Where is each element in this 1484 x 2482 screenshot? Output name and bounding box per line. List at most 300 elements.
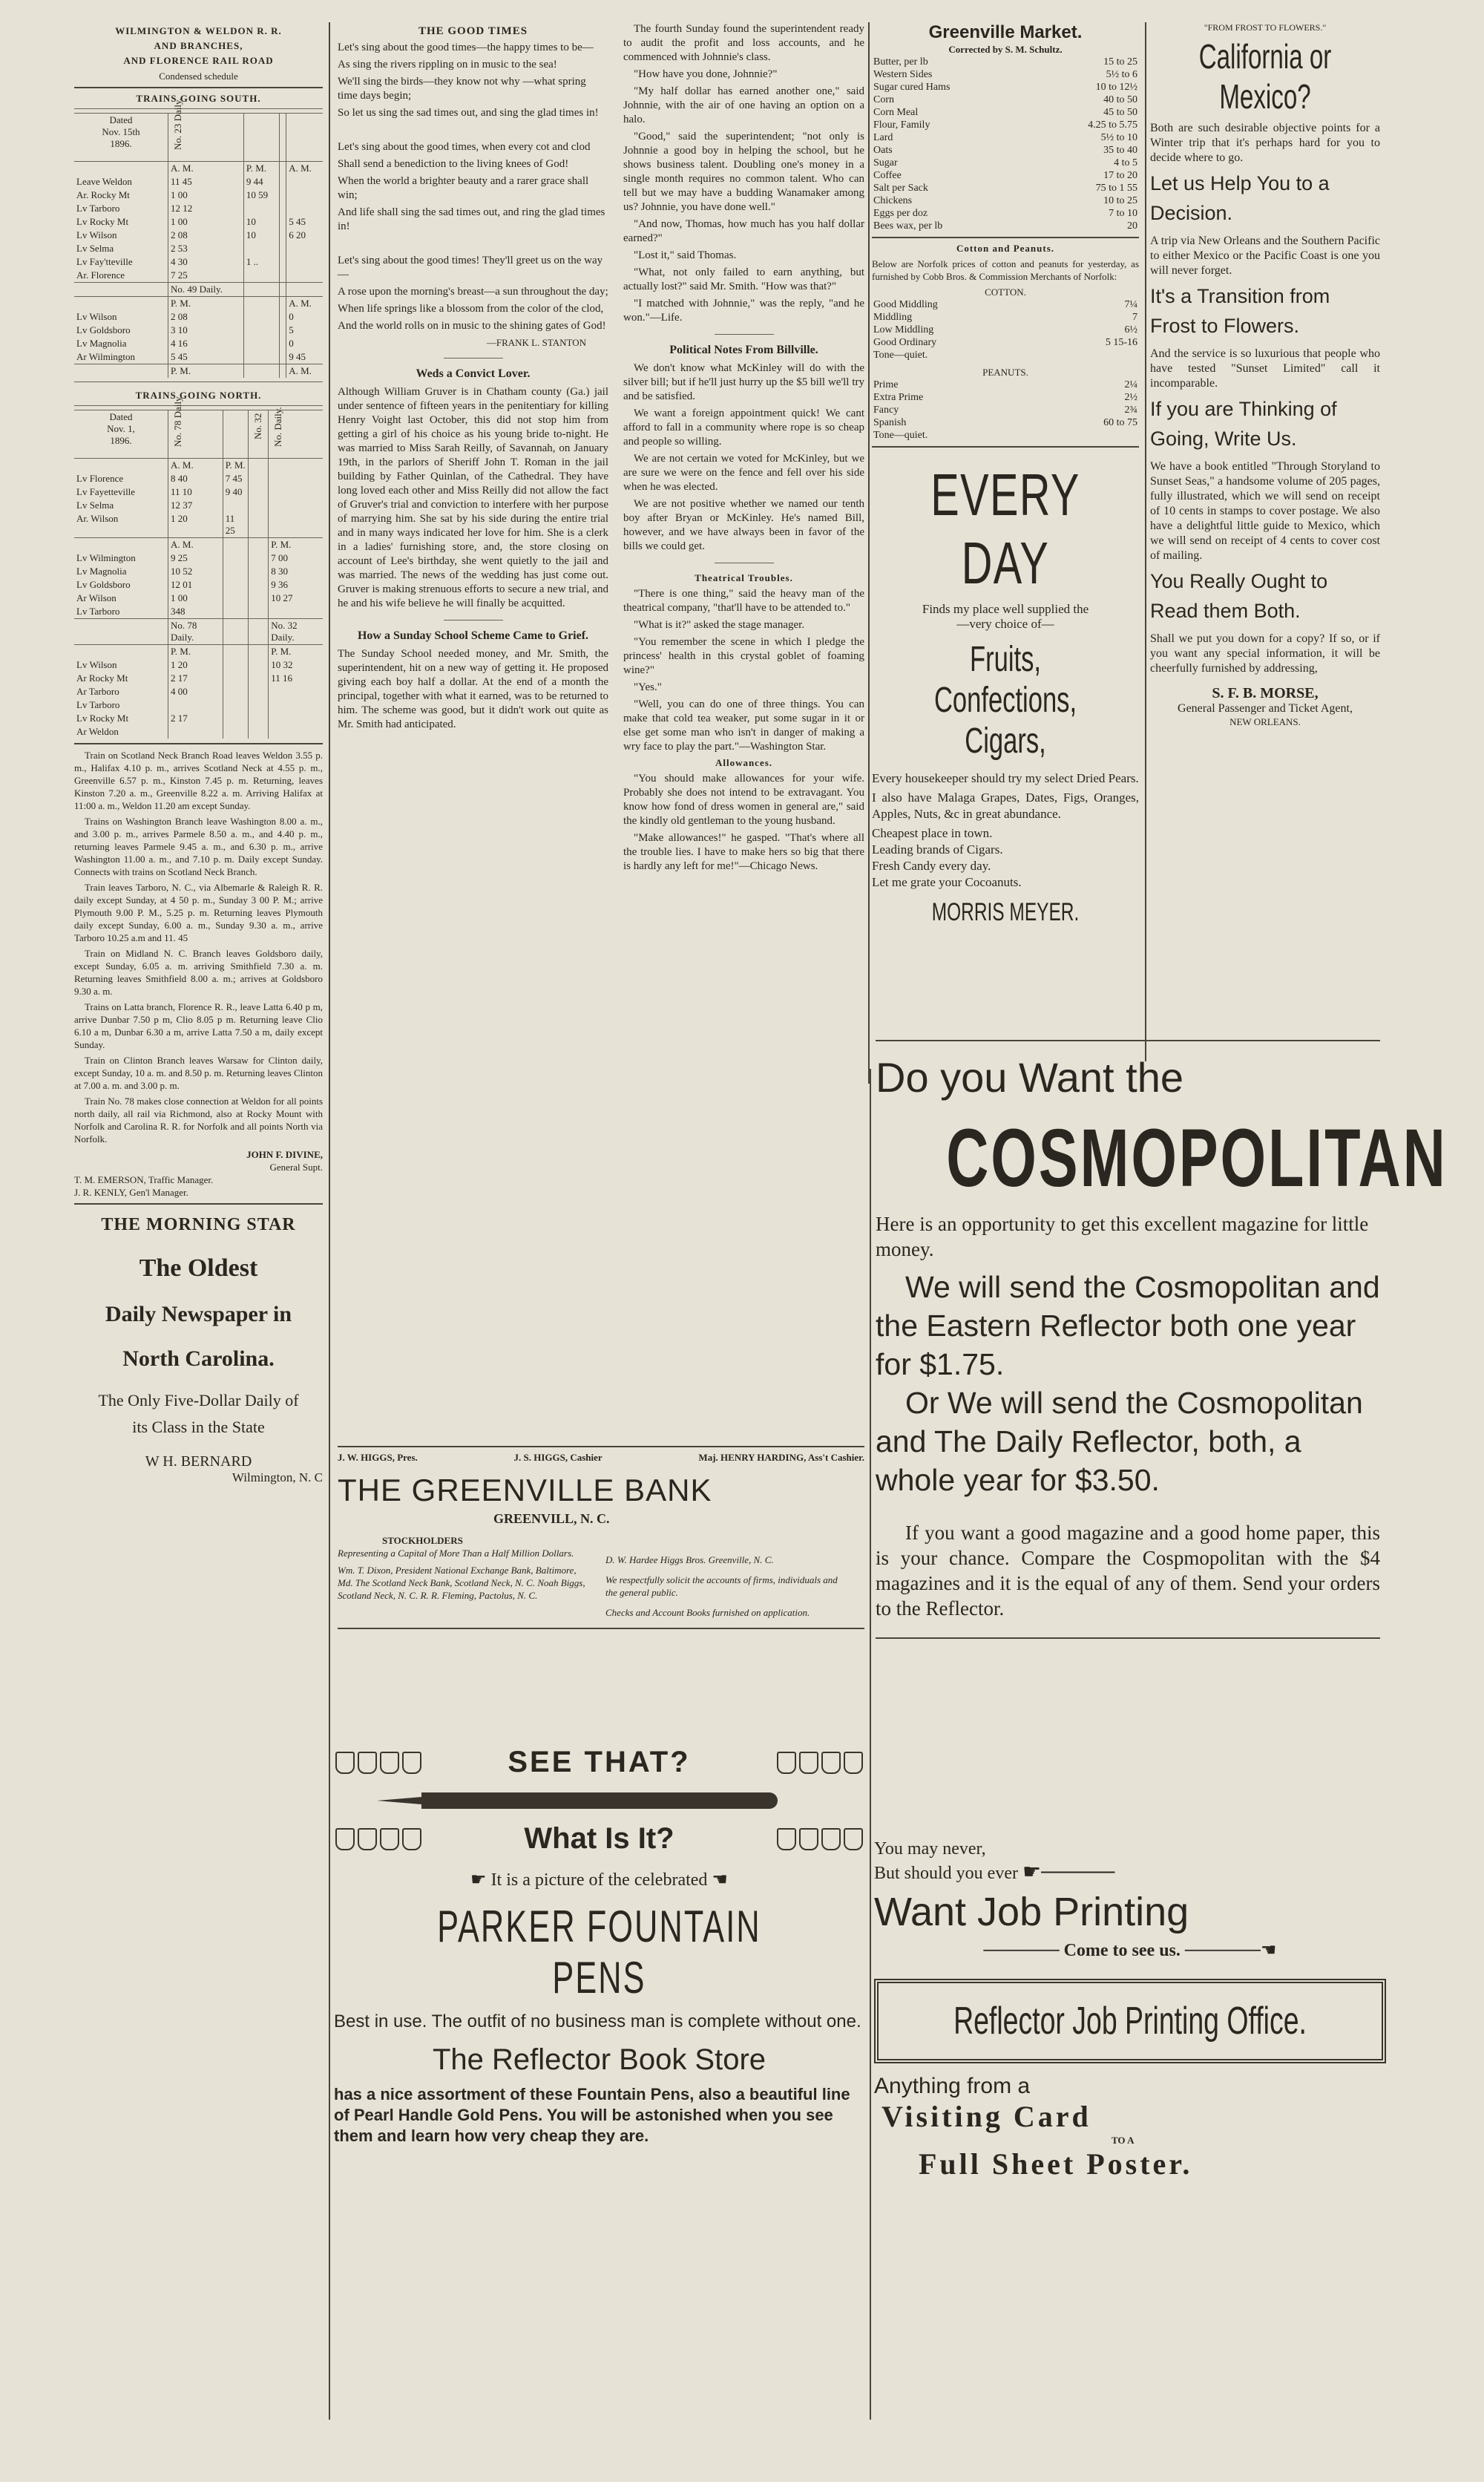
time-cell <box>249 499 269 512</box>
schedule-row <box>74 698 323 712</box>
price-row <box>872 220 1139 232</box>
time-cell <box>286 283 323 297</box>
time-cell: No. 78 Daily. <box>168 619 223 645</box>
market-title: Greenville Market. <box>928 22 1083 42</box>
station-cell: Lv Wilson <box>76 229 117 240</box>
peanut-price-table <box>872 379 1139 442</box>
travel-signature: S. F. B. MORSE, <box>1212 685 1319 701</box>
time-cell <box>243 269 279 283</box>
north-title: TRAINS GOING NORTH. <box>135 390 262 401</box>
cotton-label: COTTON. <box>985 286 1026 298</box>
time-cell <box>223 712 249 725</box>
commodity-cell: Prime <box>873 379 899 390</box>
price-row <box>872 68 1139 81</box>
north-dated-2: Nov. 1, <box>107 423 135 434</box>
article-paragraph: "How have you done, Johnnie?" <box>634 68 778 80</box>
branch-note: Trains on Washington Branch leave Washington 8.00 a. m., and 3.00 p. m., arrives Parmele 8.50 a. m., and 4.40 p. m., returning leaves Parmele 9.45 a. m., and 6.30 p. m., arrive Washington 11.00 a. m., and 7.10 p. m. Daily except Sunday. Connects with trains on Scotland Neck Branch. <box>74 816 323 877</box>
schedule-row <box>74 255 323 269</box>
north-col-head-1: No. 78 Daily <box>172 396 183 447</box>
schedule-row <box>74 269 323 283</box>
book-store-name: The Reflector Book Store <box>432 2043 766 2076</box>
time-cell <box>223 645 249 659</box>
time-cell: 348 <box>168 605 223 619</box>
price-row <box>872 379 1139 391</box>
time-cell: 12 37 <box>168 499 223 512</box>
time-cell: No. 49 Daily. <box>168 283 244 297</box>
time-cell <box>279 189 286 202</box>
commodity-cell: Tone—quiet. <box>873 430 928 441</box>
price-cell: 15 to 25 <box>1103 56 1137 68</box>
morning-star-ad <box>74 1215 323 1485</box>
commodity-cell: Butter, per lb <box>873 56 928 68</box>
time-cell <box>249 592 269 605</box>
time-cell: 10 <box>243 229 279 242</box>
schedule-row <box>74 592 323 605</box>
price-cell <box>1034 429 1139 442</box>
time-cell <box>269 512 323 538</box>
time-cell <box>279 162 286 176</box>
poem-line: And the world rolls on in music to the shining gates of God! <box>338 320 606 332</box>
poem-line: Let's sing about the good times! They'll greet us on the way— <box>338 255 603 281</box>
cosmo-offer-1: We will send the Cosmopolitan and the Eastern Reflector both one year for $1.75. <box>876 1270 1380 1381</box>
branch-note: Trains on Latta branch, Florence R. R., leave Latta 6.40 p m, arrive Dunbar 7.50 p m, Clio 8.05 p m. Returning leave Clio 6.10 a m, Dunbar 6.30 a m, arrive Latta 7.50 a m, daily except Sunday. <box>74 1001 323 1050</box>
poem-line: And life shall sing the sad times out, and ring the glad times in! <box>338 206 605 232</box>
article-paragraph: "You should make allowances for your wife. Probably she does not intend to be extravagant. You know how fond of dress women in general are," said the kindly old gentleman to the young husband. <box>623 773 864 827</box>
station-cell: Ar. Rocky Mt <box>76 189 130 200</box>
meyer-line-3: Cheapest place in town. <box>872 826 993 840</box>
schedule-row <box>74 578 323 592</box>
schedule-row <box>74 350 323 364</box>
time-cell <box>269 712 323 725</box>
time-cell <box>223 685 249 698</box>
time-cell: 10 59 <box>243 189 279 202</box>
time-cell: 7 25 <box>168 269 244 283</box>
travel-p1: Both are such desirable objective points for a Winter trip that it's perhaps hard for you to decide where to go. <box>1150 122 1380 164</box>
time-cell: P. M. <box>269 645 323 659</box>
meyer-ad <box>872 461 1139 927</box>
bank-right-3: Checks and Account Books furnished on application. <box>605 1607 810 1618</box>
time-cell: 9 44 <box>243 175 279 189</box>
north-dated-1: Dated <box>109 411 133 422</box>
price-cell: 40 to 50 <box>1103 94 1137 105</box>
hand-right-icon: ──────☚ <box>1184 1941 1277 1960</box>
time-cell <box>249 578 269 592</box>
schedule-row <box>74 283 323 297</box>
time-cell <box>223 578 249 592</box>
branch-note: Train No. 78 makes close connection at Weldon for all points north daily, all rail via Richmond, also at Rocky Mount with Norfolk and Carolina R. R. for Norfolk and all points North via Norfolk. <box>74 1096 323 1145</box>
railroad-schedule <box>74 22 323 1485</box>
station-cell: Lv Florence <box>76 473 124 484</box>
schedule-row <box>74 538 323 552</box>
meyer-name: MORRIS MEYER. <box>931 898 1080 926</box>
article-paragraph: "I matched with Johnnie," was the reply, "and he won."—Life. <box>623 298 864 324</box>
time-cell: 10 27 <box>269 592 323 605</box>
time-cell <box>249 565 269 578</box>
time-cell <box>249 538 269 552</box>
poem-line: As sing the rivers rippling on in music to the sea! <box>338 59 557 71</box>
ink-bottle-icons <box>334 1752 423 1774</box>
price-cell: 10 to 12½ <box>1095 82 1137 93</box>
article-paragraph: "What is it?" asked the stage manager. <box>634 619 805 631</box>
cosmo-close: If you want a good magazine and a good home paper, this is your chance. Compare the Cospmopolitan with the $4 magazines and it is the equal of any of them. Send your orders to the Reflector. <box>876 1522 1380 1620</box>
job-line-2-text: But should you ever <box>874 1864 1018 1883</box>
station-cell: Ar Rocky Mt <box>76 672 128 684</box>
poem-body <box>338 41 608 333</box>
time-cell: A. M. <box>168 538 223 552</box>
bank-name: THE GREENVILLE BANK <box>338 1473 712 1507</box>
cotton-intro: Below are Norfolk prices of cotton and peanuts for yesterday, as furnished by Cobb Bros. & Commission Merchants of Norfolk: <box>872 258 1139 282</box>
price-cell: 75 to 1 55 <box>1095 183 1137 194</box>
time-cell: 9 40 <box>223 485 249 499</box>
branch-notes <box>74 749 323 1145</box>
time-cell <box>279 337 286 350</box>
schedule-row <box>74 512 323 538</box>
price-row <box>872 429 1139 442</box>
time-cell: 9 45 <box>286 350 323 364</box>
time-cell <box>249 712 269 725</box>
travel-sig-city: NEW ORLEANS. <box>1229 716 1301 727</box>
price-row <box>872 416 1139 429</box>
time-cell <box>168 698 223 712</box>
time-cell <box>249 605 269 619</box>
time-cell: 2 53 <box>168 242 244 255</box>
convict-headline: Weds a Convict Lover. <box>416 367 531 380</box>
schedule-row <box>74 485 323 499</box>
commodity-cell: Tone—quiet. <box>873 350 928 361</box>
station-cell <box>74 459 168 473</box>
price-cell: 20 <box>1127 220 1137 232</box>
travel-headline: California or Mexico? <box>1198 37 1332 116</box>
ink-bottle-icons <box>334 1828 423 1850</box>
poem-line <box>338 123 608 137</box>
schedule-row <box>74 725 323 739</box>
time-cell <box>223 658 249 672</box>
schedule-row <box>74 324 323 337</box>
job-come <box>874 1939 1386 1961</box>
branch-note: Train leaves Tarboro, N. C., via Albemarle & Raleigh R. R. daily except Sunday, at 4 50 p. m., Sunday 3 00 P. M.; arrive Plymouth 9.00 P. M., 5.25 p. m. Returning leaves Plymouth daily except Sunday, 6.00 a. m., Sunday 9.30 a. m., arrive Tarboro 10.25 a.m and 11. 45 <box>74 882 323 943</box>
time-cell: 4 16 <box>168 337 244 350</box>
article-paragraph: We are not positive whether we named our tenth boy after Bryan or McKinley. He's named Bill, however, and we have always been in favor of the bills we could get. <box>623 498 864 552</box>
price-row <box>872 144 1139 157</box>
time-cell: 5 45 <box>286 215 323 229</box>
bank-right-1: D. W. Hardee Higgs Bros. Greenville, N. C. <box>605 1554 774 1565</box>
time-cell <box>243 283 279 297</box>
schedule-row <box>74 215 323 229</box>
price-cell: 10 to 25 <box>1103 195 1137 206</box>
time-cell <box>249 459 269 473</box>
time-cell <box>249 658 269 672</box>
stockholders-note: Representing a Capital of More Than a Half Million Dollars. <box>338 1548 574 1559</box>
market-price-table <box>872 56 1139 232</box>
travel-h5: You Really Ought to Read them Both. <box>1150 570 1328 622</box>
time-cell <box>243 297 279 311</box>
time-cell <box>249 645 269 659</box>
market-column <box>872 22 1139 927</box>
south-title: TRAINS GOING SOUTH. <box>136 93 261 104</box>
price-cell: 7 <box>1132 312 1137 323</box>
rr-subtitle: Condensed schedule <box>159 71 238 82</box>
travel-h4: If you are Thinking of Going, Write Us. <box>1150 398 1337 450</box>
price-cell: 60 to 75 <box>1103 417 1137 428</box>
commodity-cell: Sugar cured Hams <box>873 82 951 93</box>
ink-bottle-icons <box>775 1828 864 1850</box>
star-line-1: The Oldest <box>139 1254 258 1282</box>
time-cell <box>279 364 286 379</box>
price-row <box>872 81 1139 94</box>
commodity-cell: Chickens <box>873 195 913 206</box>
time-cell: 8 40 <box>168 472 223 485</box>
job-come-text: Come to see us. <box>1063 1941 1181 1960</box>
price-row <box>872 207 1139 220</box>
commodity-cell: Fancy <box>873 405 899 416</box>
schedule-row <box>74 297 323 311</box>
time-cell <box>249 619 269 645</box>
time-cell: 4 30 <box>168 255 244 269</box>
time-cell: 7 00 <box>269 551 323 565</box>
station-cell <box>74 283 168 297</box>
commodity-cell: Eggs per doz <box>873 208 928 219</box>
time-cell <box>249 472 269 485</box>
meyer-line-6: Let me grate your Cocoanuts. <box>872 875 1022 889</box>
time-cell: P. M. <box>223 459 249 473</box>
star-title: THE MORNING STAR <box>101 1215 296 1234</box>
bank-city: GREENVILL, N. C. <box>493 1511 610 1526</box>
article-paragraph: "My half dollar has earned another one," said Johnnie, with the air of one having an option on a halo. <box>623 85 864 125</box>
time-cell: 9 25 <box>168 551 223 565</box>
price-row <box>872 106 1139 119</box>
ink-bottle-icons <box>775 1752 864 1774</box>
poem-line: So let us sing the sad times out, and sing the glad times in! <box>338 107 599 119</box>
commodity-cell: Corn Meal <box>873 107 919 118</box>
job-visiting-card: Visiting Card <box>881 2100 1091 2133</box>
travel-sig-title: General Passenger and Ticket Agent, <box>1178 702 1353 715</box>
time-cell <box>279 255 286 269</box>
time-cell <box>286 202 323 215</box>
column-rule <box>1145 22 1146 1061</box>
time-cell: 1 20 <box>168 658 223 672</box>
south-dated-3: 1896. <box>110 138 132 149</box>
time-cell: 3 10 <box>168 324 244 337</box>
star-owner: W H. BERNARD <box>145 1453 252 1470</box>
schedule-row <box>74 202 323 215</box>
price-cell: 2¼ <box>1124 379 1137 390</box>
article-paragraph: We want a foreign appointment quick! We cant afford to fall in a community where rope is so cheap and people so willing. <box>623 407 864 448</box>
time-cell: 10 <box>243 215 279 229</box>
station-cell: Lv Selma <box>76 500 114 511</box>
time-cell <box>269 485 323 499</box>
time-cell <box>243 337 279 350</box>
time-cell: 11 10 <box>168 485 223 499</box>
meyer-choice: —very choice of— <box>956 617 1054 631</box>
bank-officers <box>338 1452 864 1464</box>
north-col-head-3: No. 32 <box>252 413 264 439</box>
time-cell: 7 45 <box>223 472 249 485</box>
signature-1: JOHN F. DIVINE, <box>246 1149 323 1160</box>
time-cell <box>286 242 323 255</box>
pen-picture-text: It is a picture of the celebrated <box>490 1870 708 1890</box>
schedule-row <box>74 242 323 255</box>
article-paragraph: "Well, you can do one of three things. You can make that cold tea weaker, put some sugar in it or else get some man who isn't in danger of making a wry face to play the part."—Washington Star. <box>623 698 864 753</box>
time-cell: 12 01 <box>168 578 223 592</box>
price-row <box>872 131 1139 144</box>
schedule-row <box>74 472 323 485</box>
price-row <box>872 194 1139 207</box>
schedule-row <box>74 459 323 473</box>
schedule-row <box>74 712 323 725</box>
travel-h3: It's a Transition from Frost to Flowers. <box>1150 285 1330 337</box>
time-cell <box>269 459 323 473</box>
commodity-cell: Coffee <box>873 170 902 181</box>
price-row <box>872 56 1139 68</box>
poem-line: A rose upon the morning's breast—a sun throughout the day; <box>338 286 608 298</box>
cosmo-intro: Here is an opportunity to get this excellent magazine for little money. <box>876 1213 1369 1260</box>
price-cell: 5½ to 10 <box>1100 132 1137 143</box>
time-cell: 1 .. <box>243 255 279 269</box>
job-title: Want Job Printing <box>874 1890 1189 1934</box>
time-cell <box>279 324 286 337</box>
station-cell <box>74 645 168 659</box>
cosmopolitan-ad <box>876 1035 1448 1643</box>
time-cell: A. M. <box>168 459 223 473</box>
schedule-row <box>74 658 323 672</box>
station-cell: Ar Tarboro <box>76 686 119 697</box>
price-cell: 35 to 40 <box>1103 145 1137 156</box>
schedule-row <box>74 189 323 202</box>
column-rule <box>329 22 330 2420</box>
time-cell: 0 <box>286 337 323 350</box>
price-row <box>872 94 1139 106</box>
convict-article: Although William Gruver is in Chatham county (Ga.) jail under sentence of fifteen years in the penitentiary for killing Henry Voight last October, this did not stop him from getting a girl of his choice as his young bride to-night. He was married to Miss Sarah Reilly, of Savannah, on January 19th, in the parlors of Sheriff John T. Roman in the jail building by Father Quinlan, of the Cathedral. They have long loved each other and Miss Reilly did not allow the fact of Gruver's trial and conviction to interfere with her purpose of marrying him. She sat by his side during the entire trial and in many ways indicated her love for him. She is a clerk in a ladies' furnishing store, and, the store closing on account of Lee's birthday, she went quietly to the jail and was married. The news of the wedding has just come out. Gruver is making strenuous efforts to secure a new trial, and he and his wife believe he will finally be acquitted. <box>338 386 608 609</box>
hand-left-icon: ☛ <box>470 1870 487 1890</box>
time-cell: 4 00 <box>168 685 223 698</box>
time-cell <box>243 310 279 324</box>
column-rule <box>870 1069 871 2420</box>
article-paragraph: We don't know what McKinley will do with the silver bill; but if he'll just hurry up the $5 bill we'll try and be satisfied. <box>623 362 864 402</box>
price-cell: 6½ <box>1124 324 1137 335</box>
time-cell: 12 12 <box>168 202 244 215</box>
column-two <box>338 22 608 735</box>
station-cell: Lv Selma <box>76 243 114 254</box>
commodity-cell: Bees wax, per lb <box>873 220 943 232</box>
time-cell <box>168 725 223 739</box>
time-cell: 9 36 <box>269 578 323 592</box>
station-cell <box>74 162 168 176</box>
time-cell: 10 32 <box>269 658 323 672</box>
station-cell: Lv Wilmington <box>76 552 136 563</box>
south-dated-1: Dated <box>109 114 133 125</box>
station-cell <box>74 297 168 311</box>
time-cell: P. M. <box>168 297 244 311</box>
job-anything: Anything from a <box>874 2074 1031 2098</box>
schedule-row <box>74 565 323 578</box>
allowances-headline: Allowances. <box>715 757 773 768</box>
commodity-cell: Good Ordinary <box>873 337 937 348</box>
hand-pointing-icon: ☛───── <box>1022 1861 1115 1884</box>
station-cell: Ar Wilson <box>76 592 116 603</box>
column-three <box>623 22 864 877</box>
pen-brand: PARKER FOUNTAIN PENS <box>437 1902 761 2003</box>
price-row <box>872 324 1139 336</box>
poem-title: THE GOOD TIMES <box>418 25 528 37</box>
job-line-2 <box>874 1859 1386 1885</box>
station-cell: Lv Goldsboro <box>76 324 131 335</box>
price-cell: 2½ <box>1124 392 1137 403</box>
time-cell <box>286 255 323 269</box>
schedule-header-row <box>74 410 323 459</box>
price-cell: 5 15-16 <box>1105 337 1137 348</box>
north-schedule-table <box>74 396 323 739</box>
station-cell: Leave Weldon <box>76 176 132 187</box>
commodity-cell: Sugar <box>873 157 898 168</box>
article-paragraph: "Good," said the superintendent; "not only is Johnnie a good boy in helping the school, but he shows business talent. Doubling one's money in a single month requires no common talent. Who can tell but we may have a budding Wanamaker among us? Johnnie, you have done well." <box>623 131 864 213</box>
time-cell <box>279 242 286 255</box>
schedule-row <box>74 645 323 659</box>
hand-right-icon: ☚ <box>712 1870 728 1890</box>
commodity-cell: Extra Prime <box>873 392 924 403</box>
bank-officer-3: Maj. HENRY HARDING, Ass't Cashier. <box>698 1452 864 1463</box>
branch-note: Train on Clinton Branch leaves Warsaw for Clinton daily, except Sunday, 10 a. m. and 8.50 p. m. Returning leaves Clinton at 7.00 a. m. and 3.00 p. m. <box>74 1055 323 1091</box>
station-cell: Ar. Florence <box>76 269 125 281</box>
time-cell <box>243 350 279 364</box>
star-city: Wilmington, N. C <box>232 1470 323 1484</box>
time-cell <box>223 538 249 552</box>
commodity-cell: Western Sides <box>873 69 933 80</box>
poem-line: Let's sing about the good times—the happy times to be— <box>338 42 594 53</box>
meyer-line-4: Leading brands of Cigars. <box>872 842 1003 857</box>
price-cell: 2¾ <box>1124 405 1137 416</box>
time-cell <box>279 350 286 364</box>
article-paragraph: "There is one thing," said the heavy man of the theatrical company, "that'll have to be attended to." <box>623 588 864 614</box>
time-cell <box>223 605 249 619</box>
rr-title-3: AND FLORENCE RAIL ROAD <box>123 55 274 66</box>
commodity-cell: Salt per Sack <box>873 183 928 194</box>
time-cell: 1 00 <box>168 189 244 202</box>
meyer-line-1: Every housekeeper should try my select Dried Pears. <box>872 771 1139 785</box>
time-cell <box>269 725 323 739</box>
article-paragraph: "Lost it," said Thomas. <box>634 249 737 261</box>
sunday-school-headline: How a Sunday School Scheme Came to Grief. <box>357 629 589 642</box>
schedule-row <box>74 672 323 685</box>
station-cell: Lv Magnolia <box>76 566 127 577</box>
star-line-2: Daily Newspaper in <box>105 1302 292 1326</box>
price-row <box>872 404 1139 416</box>
hand-left-icon: ────── <box>983 1941 1060 1960</box>
price-cell: 45 to 50 <box>1103 107 1137 118</box>
price-row <box>872 336 1139 349</box>
fountain-pen-icon <box>421 1792 778 1809</box>
station-cell: Lv Tarboro <box>76 203 120 214</box>
time-cell <box>249 551 269 565</box>
commodity-cell: Flour, Family <box>873 119 930 131</box>
price-cell: 4.25 to 5.75 <box>1088 119 1137 131</box>
station-cell: Lv Wilson <box>76 311 117 322</box>
station-cell: Ar Wilmington <box>76 351 136 362</box>
commodity-cell: Middling <box>873 312 913 323</box>
price-cell: 7¼ <box>1124 299 1137 310</box>
travel-p4: We have a book entitled "Through Storyland to Sunset Seas," a handsome volume of 205 pages, fully illustrated, which we will send on receipt of 10 cents in stamps to cover postage. We also have a delightful little guide to Mexico, which we will send on receipt of 4 cents to cover cost of mailing. <box>1150 460 1380 562</box>
station-cell: Ar. Wilson <box>76 513 119 524</box>
station-cell <box>74 619 168 645</box>
price-row <box>872 298 1139 311</box>
job-office-box <box>874 1979 1386 2063</box>
sunday-school-continued <box>623 22 864 325</box>
commodity-cell: Spanish <box>873 417 907 428</box>
cotton-title: Cotton and Peanuts. <box>956 243 1055 254</box>
time-cell: 11 25 <box>223 512 249 538</box>
time-cell <box>279 175 286 189</box>
every-day-heading: EVERY DAY <box>930 462 1080 596</box>
price-cell: 17 to 20 <box>1103 170 1137 181</box>
